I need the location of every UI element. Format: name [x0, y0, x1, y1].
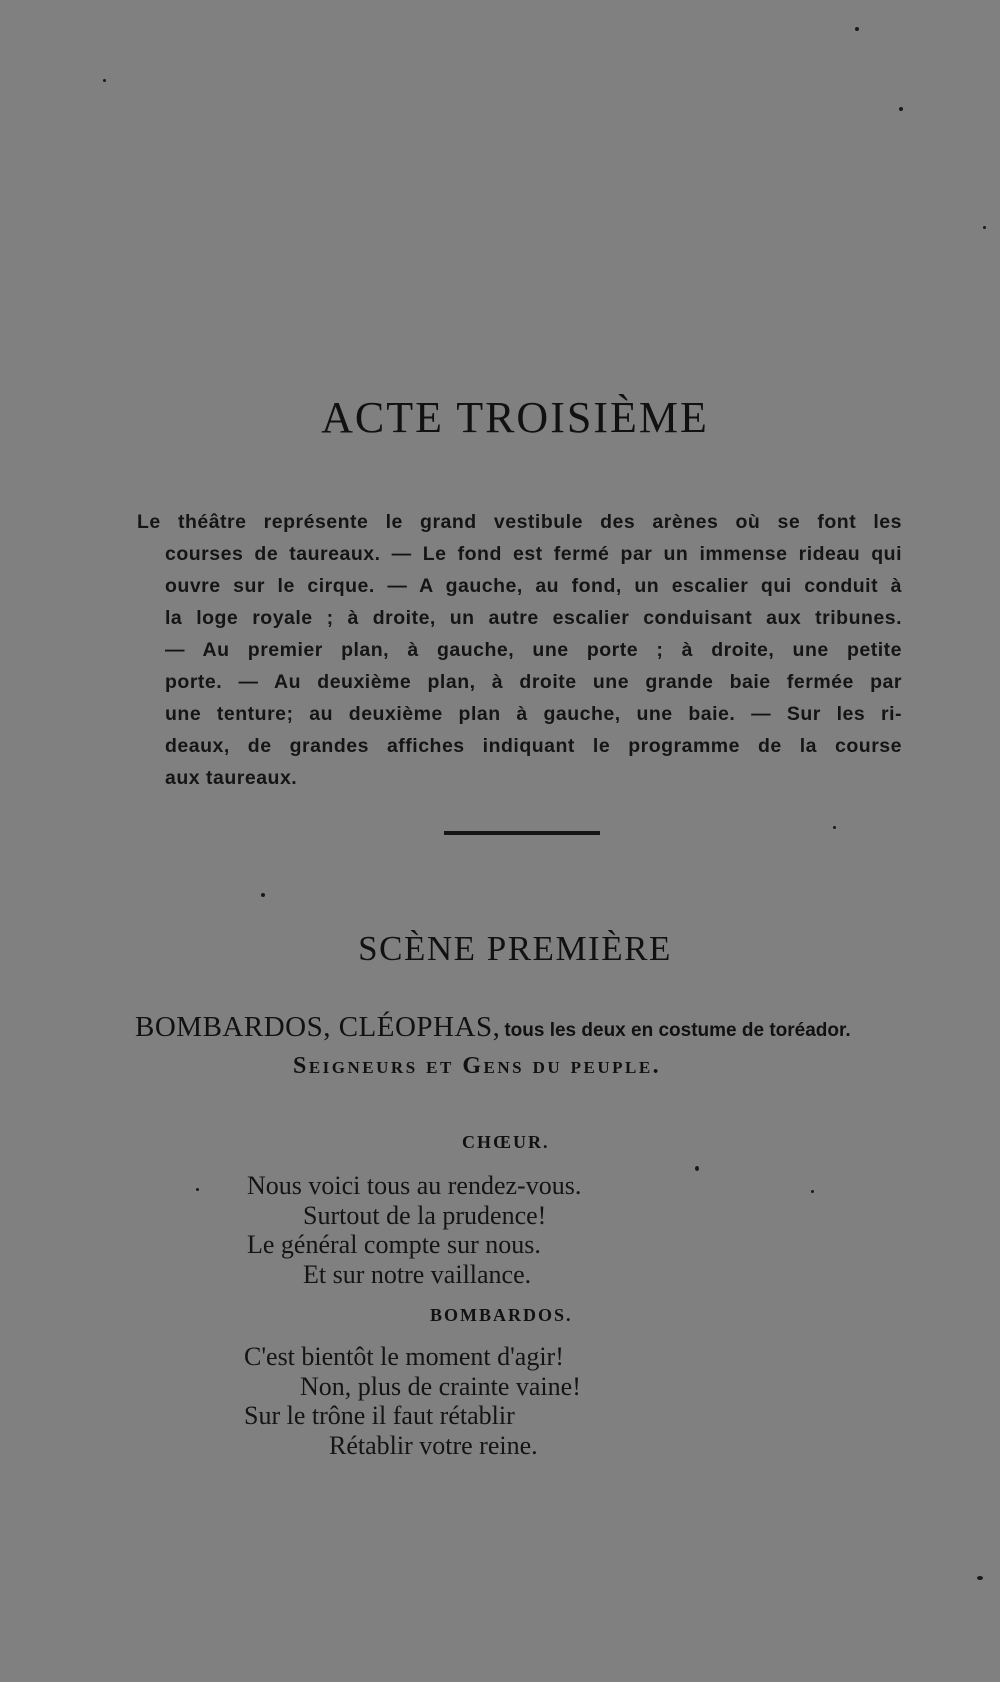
- stage-directions: [137, 506, 902, 794]
- print-speck: [811, 1190, 814, 1193]
- verse-line: Rétablir votre reine.: [329, 1430, 538, 1460]
- character-list: [135, 1010, 915, 1083]
- verse-line: C'est bientôt le moment d'agir!: [244, 1342, 564, 1371]
- bombardos-verse: [244, 1342, 581, 1460]
- costume-description: tous les deux en costume de toréador.: [504, 1020, 851, 1041]
- verse-line: Nous voici tous au rendez-vous.: [247, 1171, 582, 1200]
- verse-line: Le général compte sur nous.: [247, 1230, 541, 1259]
- act-title: ACTE TROISIÈME: [321, 393, 709, 442]
- print-speck: [899, 107, 903, 111]
- verse-line: Sur le trône il faut rétablir: [244, 1401, 515, 1430]
- print-speck: [983, 226, 986, 229]
- stage-direction-line: deaux, de grandes affiches indiquant le programme de la course: [165, 735, 902, 757]
- stage-direction-line: Le théâtre représente le grand vestibule des arènes où se font les: [137, 511, 902, 533]
- stage-direction-line: une tenture; au deuxième plan à gauche, une baie. — Sur les ri-: [165, 703, 902, 725]
- print-speck: [977, 1576, 983, 1580]
- stage-direction-line: courses de taureaux. — Le fond est fermé par un immense rideau qui: [165, 543, 902, 565]
- print-speck: [833, 826, 836, 829]
- stage-direction-line: porte. — Au deuxième plan, à droite une grande baie fermée par: [165, 671, 902, 693]
- verse-line: Et sur notre vaillance.: [303, 1259, 532, 1289]
- stage-direction-line: — Au premier plan, à gauche, une porte ; à droite, une petite: [165, 639, 902, 661]
- speaker-chorus: CHŒUR.: [462, 1132, 550, 1152]
- print-speck: [261, 893, 265, 897]
- verse-line: Surtout de la prudence!: [303, 1200, 547, 1230]
- character-names: BOMBARDOS, CLÉOPHAS,: [135, 1011, 501, 1043]
- scene-title: SCÈNE PREMIÈRE: [358, 929, 672, 968]
- print-speck: [695, 1166, 699, 1171]
- print-speck: [103, 79, 106, 82]
- print-speck: [196, 1188, 199, 1191]
- verse-line: Non, plus de crainte vaine!: [300, 1371, 581, 1401]
- stage-direction-line: aux taureaux.: [165, 767, 298, 789]
- section-divider: [444, 831, 600, 835]
- extras-line: Seigneurs et Gens du peuple.: [293, 1053, 662, 1079]
- speaker-bombardos: BOMBARDOS.: [430, 1305, 573, 1325]
- stage-direction-line: la loge royale ; à droite, un autre escalier conduisant aux tribunes.: [165, 607, 902, 629]
- chorus-verse: [247, 1171, 581, 1289]
- print-speck: [855, 27, 859, 31]
- stage-direction-line: ouvre sur le cirque. — A gauche, au fond, un escalier qui conduit à: [165, 575, 902, 597]
